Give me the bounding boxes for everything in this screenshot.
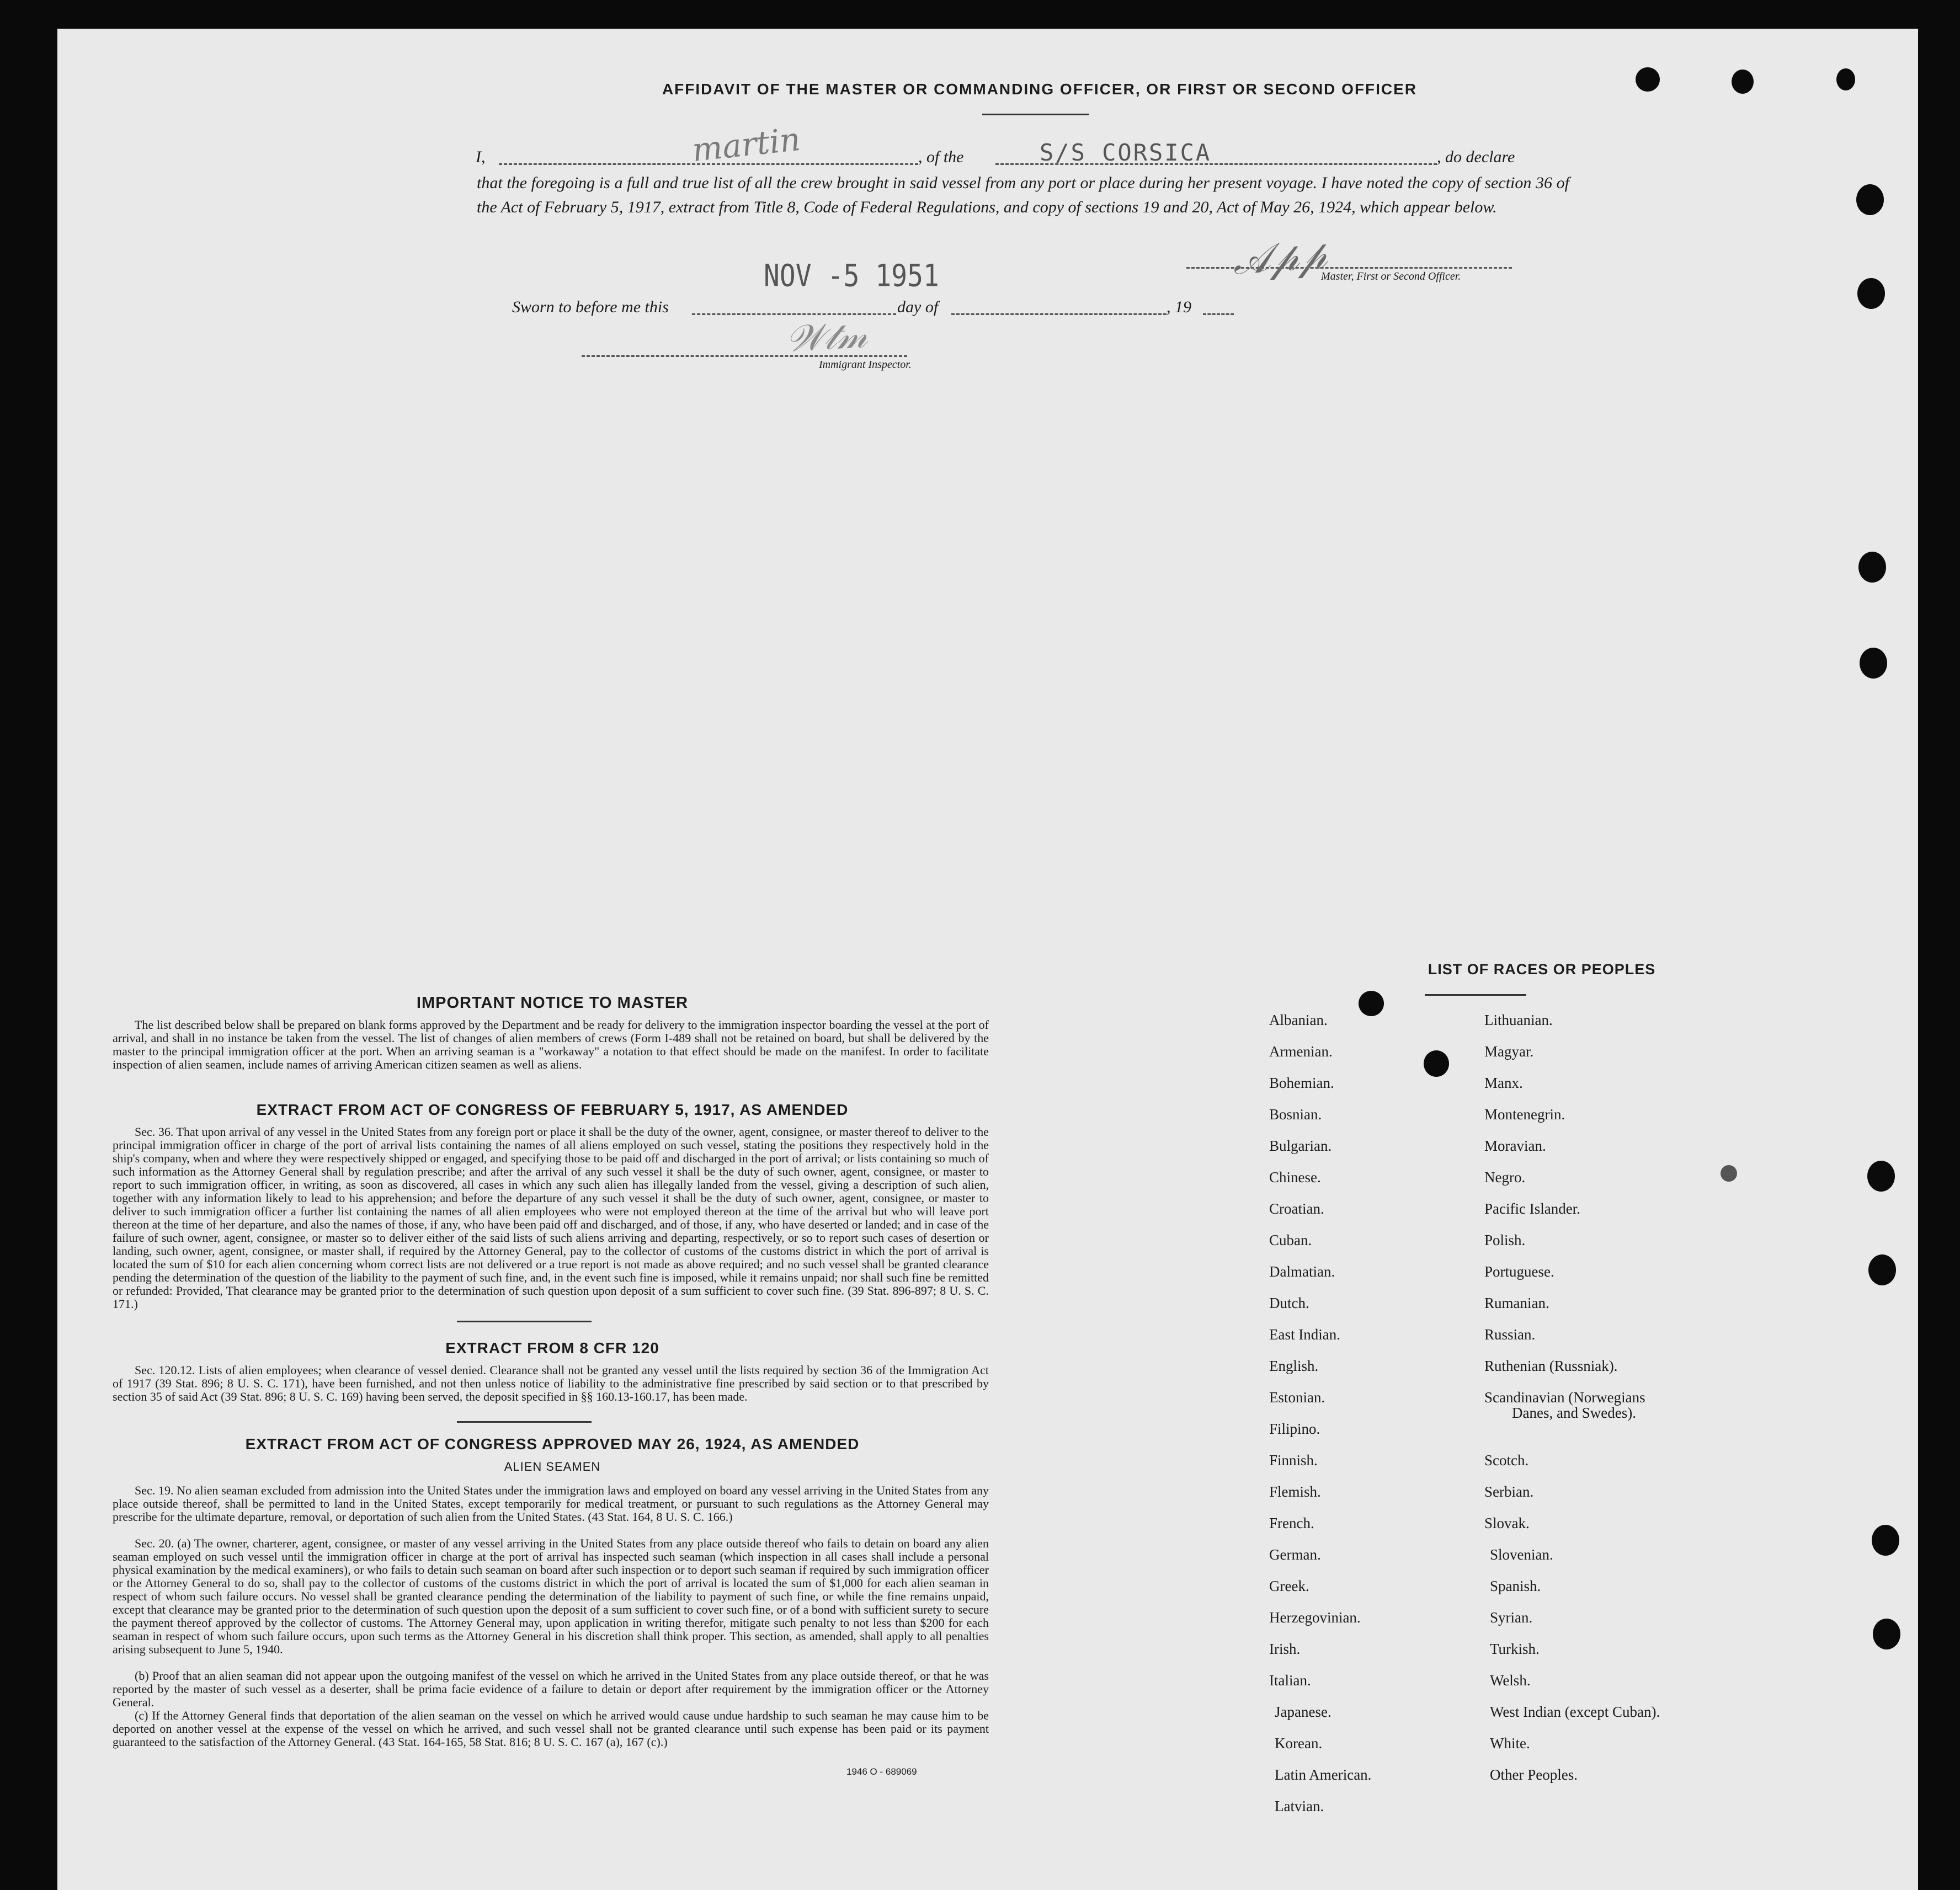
race-item: Filipino. bbox=[1269, 1421, 1320, 1437]
extract-1924-subtitle: ALIEN SEAMEN bbox=[504, 1460, 601, 1473]
race-item: Spanish. bbox=[1490, 1578, 1541, 1594]
race-item: Magyar. bbox=[1484, 1043, 1534, 1060]
race-item: Manx. bbox=[1484, 1075, 1523, 1091]
race-item: Japanese. bbox=[1275, 1704, 1331, 1720]
race-item: Serbian. bbox=[1484, 1483, 1534, 1500]
race-item: Bulgarian. bbox=[1269, 1138, 1332, 1154]
race-item: Turkish. bbox=[1490, 1641, 1540, 1657]
race-item: Scandinavian (Norwegians bbox=[1484, 1389, 1645, 1406]
punch-hole bbox=[1836, 68, 1855, 90]
race-item: Armenian. bbox=[1269, 1043, 1333, 1060]
race-item: Moravian. bbox=[1484, 1138, 1546, 1154]
punch-hole bbox=[1860, 648, 1887, 679]
race-item: Ruthenian (Russniak). bbox=[1484, 1358, 1618, 1374]
notice-text: The list described below shall be prepared on blank forms approved by the Department and be ready for delivery to the immigration inspector boarding the vessel at the port of arrival, and shall in no instance be taken from the vessel. The list of changes of alien members of crews (Form I-489 shall not be retained on board, but shall be delivered by the master to the principal immigration officer at the port. When an arriving seaman is a "workaway" a notation to that effect should be made on the manifest. In order to facilitate inspection of alien seamen, include names of arriving American citizen seamen as well as aliens. bbox=[113, 1018, 989, 1071]
notice-title: IMPORTANT NOTICE TO MASTER bbox=[416, 994, 689, 1012]
punch-hole bbox=[1424, 1050, 1449, 1077]
race-item: East Indian. bbox=[1269, 1326, 1340, 1343]
race-item: Albanian. bbox=[1269, 1012, 1328, 1028]
punch-hole bbox=[1359, 991, 1384, 1016]
affidavit-i-label: I, bbox=[476, 148, 486, 166]
of-the-label: , of the bbox=[918, 148, 964, 166]
punch-hole bbox=[1867, 1161, 1895, 1192]
race-item: Finnish. bbox=[1269, 1452, 1318, 1469]
race-item: Estonian. bbox=[1269, 1389, 1325, 1406]
extract-8cfr-text: Sec. 120.12. Lists of alien employees; when clearance of vessel denied. Clearance shall not be granted any vessel until the lists required by section 36 of the Immigration Act of 1917 (39 Stat. 896; 8 U. S. C. 171), have been furnished, and not then unless notice of liability to the administrative fine prescribed by said section or to that prescribed by section 35 of said Act (39 Stat. 896; 8 U. S. C. 169) having been served, the deposit specified in §§ 160.13-160.17, has been made. bbox=[113, 1363, 989, 1403]
divider bbox=[1425, 994, 1526, 996]
footer-code: 1946 O - 689069 bbox=[846, 1766, 917, 1777]
date-stamp: NOV -5 1951 bbox=[764, 258, 939, 294]
race-item: Dutch. bbox=[1269, 1295, 1309, 1311]
race-item: Syrian. bbox=[1490, 1609, 1533, 1626]
master-label: Master, First or Second Officer. bbox=[1321, 270, 1461, 282]
punch-hole bbox=[1873, 1619, 1900, 1649]
punch-hole bbox=[1858, 552, 1886, 583]
document-page bbox=[57, 29, 1918, 1890]
race-item: Welsh. bbox=[1490, 1672, 1531, 1689]
sworn-month-line bbox=[951, 313, 1167, 315]
divider bbox=[982, 114, 1089, 115]
race-item: Lithuanian. bbox=[1484, 1012, 1553, 1028]
race-item: Slovenian. bbox=[1490, 1546, 1553, 1563]
race-item: Other Peoples. bbox=[1490, 1766, 1578, 1783]
race-item: Herzegovinian. bbox=[1269, 1609, 1361, 1626]
punch-hole bbox=[1872, 1525, 1899, 1556]
race-item: Montenegrin. bbox=[1484, 1106, 1565, 1123]
extract-1924-sec20a: Sec. 20. (a) The owner, charterer, agent, consignee, or master of any vessel arriving in the United States from any place outside thereof who fails to detain on board any alien seaman employed on such vessel until the immigration officer in charge at the port of arrival has inspected such seaman (which inspection in all cases shall include a personal physical examination by the medical examiners), or who fails to detain such seaman on board after such inspection or to deport such seaman if required by such immigration officer or the Attorney General to do so, shall pay to the collector of customs of the customs district in which the port of arrival is located the sum of $1,000 for each alien seaman in respect of whom such failure occurs. No vessel shall be granted clearance pending the determination of the liability to payment of such fine, or while the fine remains unpaid, except that clearance may be granted prior to the determination of such question upon the deposit of a sum sufficient to cover such fine, or of a bond with sufficient surety to secure the payment thereof approved by the collector of customs. The Attorney General may, upon application in writing therefor, mitigate such penalty to not less than $200 for each seaman in respect of whom such failure occurs, upon such terms as the Attorney General in his discretion shall think proper. This section, as amended, shall apply to all penalties arising subsequent to June 5, 1940. bbox=[113, 1536, 989, 1656]
year-prefix: , 19 bbox=[1167, 298, 1191, 316]
race-item: Korean. bbox=[1275, 1735, 1323, 1752]
race-item: Croatian. bbox=[1269, 1200, 1324, 1217]
race-item: Cuban. bbox=[1269, 1232, 1312, 1248]
race-item: Scotch. bbox=[1484, 1452, 1529, 1469]
extract-1917-text: Sec. 36. That upon arrival of any vessel in the United States from any foreign port or place it shall be the duty of the owner, agent, consignee, or master thereof to deliver to the principal immigration officer in charge of the port of arrival lists containing the names of all aliens employed on such vessel, stating the positions they respectively hold in the ship's company, when and where they were respectively shipped or engaged, and specifying those to be paid off and discharged in the port of arrival; or lists containing so much of such information as the Attorney General shall by regulation prescribe; and after the arrival of any such vessel it shall be the duty of such owner, agent, consignee, or master to report to such immigration officer, in writing, as soon as discovered, all cases in which any such alien has illegally landed from the vessel, giving a description of such alien, together with any information likely to lead to his apprehension; and before the departure of any such vessel it shall be the duty of such owner, agent, consignee, or master to deliver to such immigration officer a further list containing the names of all alien employees who were not employed thereon at the time of the arrival but who will leave port thereon at the time of her departure, and also the names of those, if any, who have been paid off and discharged, and of those, if any, who have deserted or landed; and in case of the failure of such owner, agent, consignee, or master so to deliver either of the said lists of such aliens arriving and departing, respectively, or so to report such cases of desertion or landing, such owner, agent, consignee, or master shall, if required by the Attorney General, pay to the collector of customs of the customs district in which the port of arrival is located the sum of $10 for each alien concerning whom correct lists are not delivered or a true report is not made as above required; and no such vessel shall be granted clearance pending the determination of the question of the liability to the payment of such fine, and, in the event such fine is imposed, while it remains unpaid; nor shall such fine be remitted or refunded: Provided, That clearance may be granted prior to the determination of such question upon deposit of a sum sufficient to cover such fine. (39 Stat. 896-897; 8 U. S. C. 171.) bbox=[113, 1125, 989, 1311]
race-item: Italian. bbox=[1269, 1672, 1311, 1689]
punch-hole bbox=[1732, 70, 1754, 94]
extract-8cfr-title: EXTRACT FROM 8 CFR 120 bbox=[445, 1339, 659, 1357]
extract-1924-title: EXTRACT FROM ACT OF CONGRESS APPROVED MAY 26, 1924, AS AMENDED bbox=[245, 1435, 860, 1453]
race-item: Flemish. bbox=[1269, 1483, 1321, 1500]
inspector-signature: 𝒲𝓉𝓂 bbox=[785, 313, 869, 360]
handwritten-name: martin bbox=[690, 120, 802, 169]
sworn-label: Sworn to before me this bbox=[512, 298, 669, 316]
extract-1924-sec19: Sec. 19. No alien seaman excluded from admission into the United States under the immigration laws and employed on board any vessel arriving in the United States from any place outside thereof, shall be permitted to land in the United States, except temporarily for medical treatment, or pursuant to such regulations as the Attorney General may prescribe for the ultimate departure, removal, or deportation of such alien from the United States. (43 Stat. 164, 8 U. S. C. 166.) bbox=[113, 1483, 989, 1524]
divider bbox=[457, 1421, 592, 1423]
race-item: French. bbox=[1269, 1515, 1314, 1531]
extract-1924-sec20b: (b) Proof that an alien seaman did not appear upon the outgoing manifest of the vessel on which he arrived in the United States from any place outside thereof, or that he was reported by the master of such vessel as a deserter, shall be prima facie evidence of a failure to detain or deport after requirement by the immigration officer or the Attorney General. bbox=[113, 1669, 989, 1709]
extract-1917-title: EXTRACT FROM ACT OF CONGRESS OF FEBRUARY 5, 1917, AS AMENDED bbox=[256, 1101, 849, 1118]
race-item: Latin American. bbox=[1275, 1766, 1372, 1783]
extract-1924-sec20c: (c) If the Attorney General finds that deportation of the alien seaman on the vessel on which he arrived would cause undue hardship to such seaman he may cause him to be deported on another vessel at the expense of the vessel on which he arrived, and such vessel shall not be granted clearance until such expense has been paid or its payment guaranteed to the satisfaction of the Attorney General. (43 Stat. 164-165, 58 Stat. 816; 8 U. S. C. 167 (a), 167 (c).) bbox=[113, 1709, 989, 1749]
punch-hole bbox=[1857, 278, 1885, 309]
punch-hole bbox=[1721, 1165, 1737, 1182]
race-item: Bosnian. bbox=[1269, 1106, 1322, 1123]
do-declare-label: , do declare bbox=[1437, 148, 1515, 166]
day-of-label: day of bbox=[897, 298, 939, 316]
punch-hole bbox=[1636, 67, 1660, 92]
races-title: LIST OF RACES OR PEOPLES bbox=[1428, 961, 1656, 978]
inspector-signature-line bbox=[582, 355, 907, 357]
race-item: Latvian. bbox=[1275, 1798, 1324, 1814]
year-line bbox=[1203, 313, 1234, 315]
race-item: Chinese. bbox=[1269, 1169, 1321, 1186]
race-item: Bohemian. bbox=[1269, 1075, 1334, 1091]
race-item: Danes, and Swedes). bbox=[1512, 1405, 1636, 1421]
affidavit-title: AFFIDAVIT OF THE MASTER OR COMMANDING OFFICER, OR FIRST OR SECOND OFFICER bbox=[662, 81, 1418, 98]
race-item: German. bbox=[1269, 1546, 1321, 1563]
divider bbox=[457, 1321, 592, 1322]
race-item: Negro. bbox=[1484, 1169, 1526, 1186]
punch-hole bbox=[1856, 184, 1884, 215]
race-item: Polish. bbox=[1484, 1232, 1526, 1248]
race-item: White. bbox=[1490, 1735, 1530, 1752]
race-item: Pacific Islander. bbox=[1484, 1200, 1580, 1217]
master-signature: 𝒜𝓅𝓅 bbox=[1231, 231, 1329, 284]
race-item: English. bbox=[1269, 1358, 1319, 1374]
vessel-name: S/S CORSICA bbox=[1040, 139, 1212, 166]
race-item: Slovak. bbox=[1484, 1515, 1530, 1531]
race-item: Greek. bbox=[1269, 1578, 1309, 1594]
race-item: West Indian (except Cuban). bbox=[1490, 1704, 1660, 1720]
race-item: Russian. bbox=[1484, 1326, 1536, 1343]
race-item: Dalmatian. bbox=[1269, 1263, 1335, 1280]
race-item: Rumanian. bbox=[1484, 1295, 1549, 1311]
affidavit-body: that the foregoing is a full and true list of all the crew brought in said vessel from any port or place during her present voyage. I have noted the copy of section 36 of the Act of February 5, 1917, extract from Title 8, Code of Federal Regulations, and copy of sections 19 and 20, Act of May 26, 1924, which appear below. bbox=[477, 174, 1569, 216]
race-item: Irish. bbox=[1269, 1641, 1301, 1657]
race-item: Portuguese. bbox=[1484, 1263, 1554, 1280]
punch-hole bbox=[1868, 1254, 1896, 1285]
inspector-label: Immigrant Inspector. bbox=[819, 359, 912, 371]
